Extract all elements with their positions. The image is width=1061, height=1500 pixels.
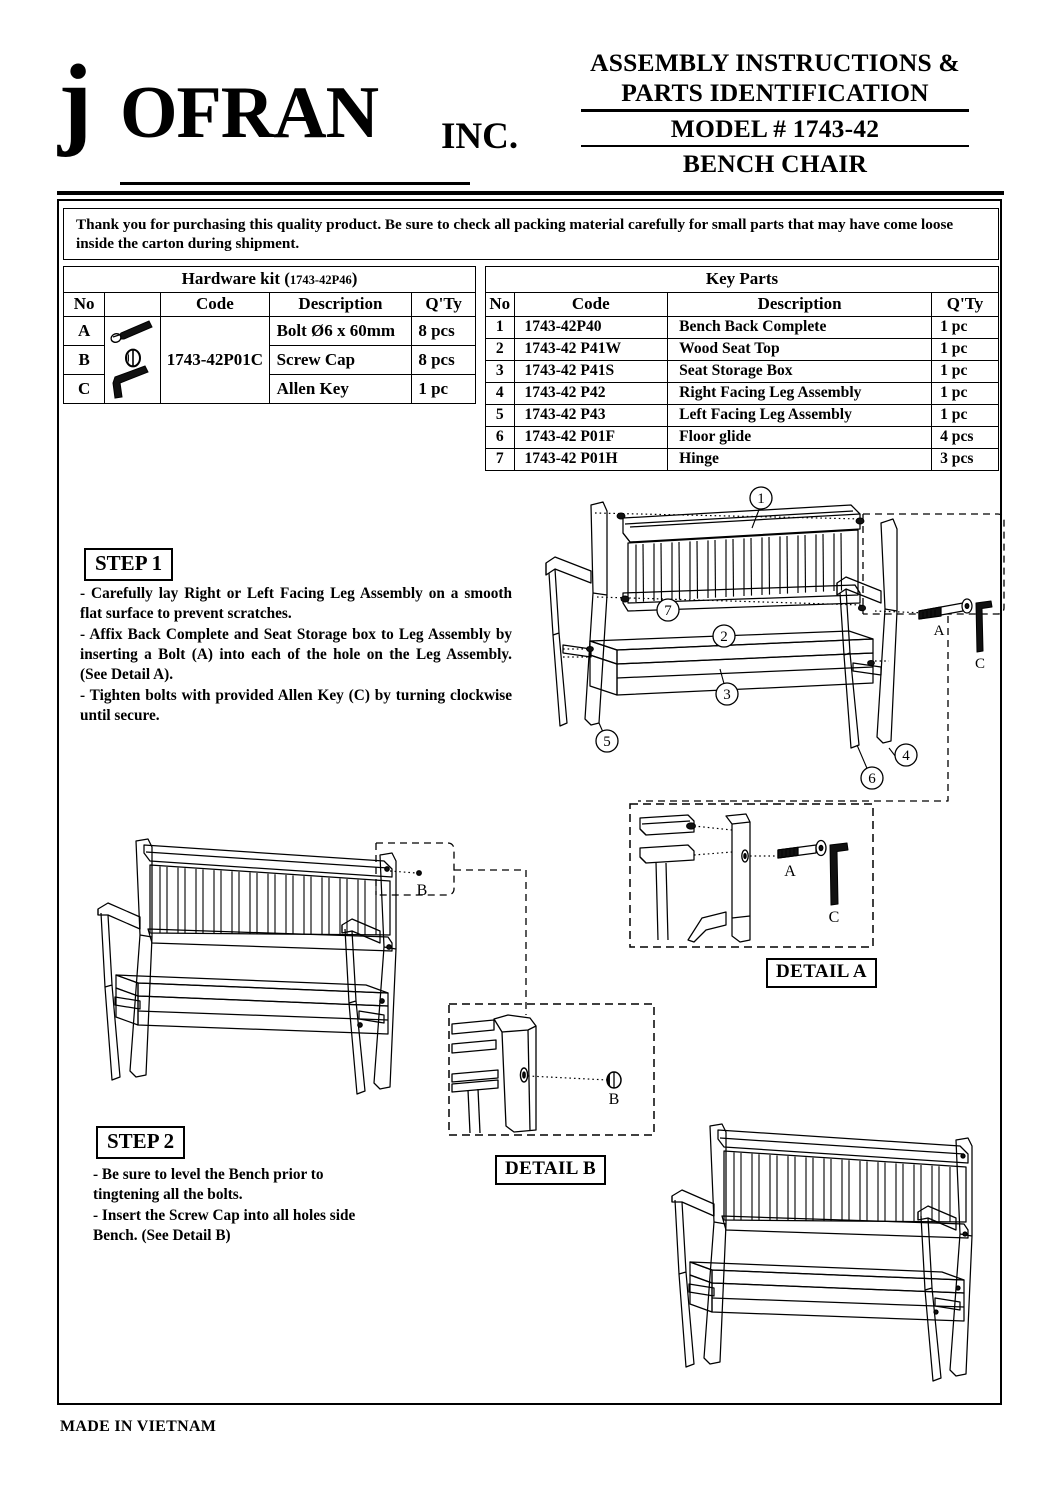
hardware-kit-header-row — [64, 292, 476, 316]
kp-code-7: 1743-42 P01H — [514, 448, 668, 470]
title-product: BENCH CHAIR — [682, 149, 868, 179]
hw-col-qty: Q'Ty — [412, 292, 476, 316]
screw-cap-callout-box — [376, 843, 526, 1015]
kp-code-6: 1743-42 P01F — [514, 426, 668, 448]
callout-2 — [713, 625, 735, 647]
screw-cap-icon — [126, 349, 140, 366]
kp-no-7: 7 — [486, 448, 515, 470]
notice-text: Thank you for purchasing this quality product. Be sure to check all packing material carefully for small parts that may have come loose inside the carton during shipment. — [76, 216, 954, 253]
jofran-logo — [58, 42, 528, 162]
kp-no-2: 2 — [486, 338, 515, 360]
hardware-kit-caption-code: 1743-42P46 — [289, 273, 352, 287]
kp-qty-1: 1 pc — [932, 316, 999, 338]
kp-no-6: 6 — [486, 426, 515, 448]
step-1-label: STEP 1 — [84, 548, 173, 581]
kp-col-no: No — [486, 292, 515, 316]
final-assembled-bench-diagram — [660, 1108, 1005, 1393]
svg-text:5: 5 — [603, 734, 611, 750]
hardware-row-a — [64, 316, 476, 345]
svg-text:7: 7 — [664, 603, 672, 619]
detail-a-leader — [638, 616, 948, 801]
key-parts-row-7 — [486, 448, 999, 470]
bolt-icon — [110, 321, 152, 344]
exploded-bench-diagram — [533, 483, 1038, 818]
svg-text:3: 3 — [723, 687, 731, 703]
logo-j-letter: j — [58, 44, 93, 158]
hw-col-no: No — [64, 292, 105, 316]
callout-4 — [895, 744, 917, 766]
kp-qty-2: 1 pc — [932, 338, 999, 360]
step-2-line-2: - Insert the Screw Cap into all holes side Bench. (See Detail B) — [93, 1206, 356, 1245]
step-1-instructions — [80, 584, 512, 726]
bolt-a-letter: A — [933, 623, 945, 639]
detail-a-allen-key — [830, 843, 848, 905]
hw-no-c: C — [64, 374, 105, 403]
hardware-kit-caption-close: ) — [351, 269, 358, 288]
key-parts-row-6 — [486, 426, 999, 448]
allen-key-c-graphic — [976, 601, 992, 652]
hardware-icons-cell — [105, 316, 161, 403]
footer-made-in: MADE IN VIETNAM — [60, 1418, 217, 1435]
kp-desc-3: Seat Storage Box — [668, 360, 932, 382]
detail-a-key-letter: C — [828, 909, 840, 926]
key-parts-row-5 — [486, 404, 999, 426]
hardware-kit-caption — [64, 267, 476, 293]
detail-b-cap-letter: B — [608, 1091, 620, 1108]
detail-a-bolt-letter: A — [784, 863, 796, 880]
kp-no-4: 4 — [486, 382, 515, 404]
logo-inc-suffix: INC. — [441, 116, 519, 157]
kp-col-qty: Q'Ty — [932, 292, 999, 316]
title-line-1: ASSEMBLY INSTRUCTIONS & — [590, 48, 960, 77]
hw-col-image — [105, 292, 161, 316]
kp-code-2: 1743-42 P41W — [514, 338, 668, 360]
svg-text:6: 6 — [868, 771, 876, 787]
step-1-line-2: - Affix Back Complete and Seat Storage box to Leg Assembly by inserting a Bolt (A) into each of the hole on the Leg Assembly. (See Detail A). — [80, 625, 512, 684]
kp-desc-7: Hinge — [668, 448, 932, 470]
notice-box — [63, 208, 999, 260]
kp-desc-2: Wood Seat Top — [668, 338, 932, 360]
kp-no-3: 3 — [486, 360, 515, 382]
detail-a-diagram — [628, 800, 878, 965]
detail-b-screw-cap — [607, 1072, 621, 1088]
hw-no-a: A — [64, 316, 105, 345]
title-line-2: PARTS IDENTIFICATION — [621, 78, 929, 108]
callout-1 — [750, 487, 772, 509]
key-parts-row-3 — [486, 360, 999, 382]
hw-desc-b: Screw Cap — [269, 345, 412, 374]
hardware-kit-caption-text: Hardware kit ( — [181, 269, 290, 288]
step2-screw-cap-letter: B — [416, 882, 428, 899]
kp-no-1: 1 — [486, 316, 515, 338]
header-divider — [57, 191, 1004, 195]
step-2-instructions — [93, 1165, 393, 1246]
kp-desc-4: Right Facing Leg Assembly — [668, 382, 932, 404]
hardware-kit-caption-row — [64, 267, 476, 293]
title-block — [540, 48, 1010, 179]
svg-text:1: 1 — [757, 491, 765, 507]
title-rule-2 — [581, 145, 969, 147]
callout-3 — [716, 683, 738, 705]
step-1-line-1: - Carefully lay Right or Left Facing Leg Assembly on a smooth flat surface to prevent scratches. — [80, 585, 512, 623]
allen-key-c-letter: C — [974, 656, 986, 672]
svg-text:2: 2 — [720, 629, 728, 645]
kp-code-4: 1743-42 P42 — [514, 382, 668, 404]
kp-desc-6: Floor glide — [668, 426, 932, 448]
callout-6 — [861, 767, 883, 789]
hardware-kit-code: 1743-42P01C — [161, 316, 269, 403]
key-parts-row-2 — [486, 338, 999, 360]
kp-qty-7: 3 pcs — [932, 448, 999, 470]
callout-5 — [596, 730, 618, 752]
allen-key-icon — [113, 366, 148, 398]
document-header — [0, 0, 1061, 185]
detail-a-label: DETAIL A — [766, 958, 877, 988]
kp-code-1: 1743-42P40 — [514, 316, 668, 338]
kp-qty-3: 1 pc — [932, 360, 999, 382]
key-parts-table — [485, 266, 999, 471]
callout-7 — [657, 599, 679, 621]
hw-qty-b: 8 pcs — [412, 345, 476, 374]
logo-wordmark: OFRAN — [120, 72, 379, 154]
hw-desc-a: Bolt Ø6 x 60mm — [269, 316, 412, 345]
step-2-label: STEP 2 — [96, 1126, 185, 1159]
hw-desc-c: Allen Key — [269, 374, 412, 403]
kp-code-5: 1743-42 P43 — [514, 404, 668, 426]
title-rule-1 — [581, 109, 969, 111]
key-parts-caption: Key Parts — [486, 267, 999, 293]
hw-no-b: B — [64, 345, 105, 374]
logo-underline — [120, 182, 470, 185]
hardware-icon-group — [105, 317, 165, 403]
kp-code-3: 1743-42 P41S — [514, 360, 668, 382]
assembled-bench-step2-diagram — [88, 825, 538, 1115]
kp-qty-5: 1 pc — [932, 404, 999, 426]
key-parts-row-4 — [486, 382, 999, 404]
kp-col-code: Code — [514, 292, 668, 316]
detail-a-bolt — [778, 841, 826, 859]
bolt-a-graphic — [919, 599, 972, 619]
kp-desc-1: Bench Back Complete — [668, 316, 932, 338]
kp-no-5: 5 — [486, 404, 515, 426]
svg-text:4: 4 — [902, 748, 910, 764]
detail-b-label: DETAIL B — [495, 1155, 606, 1185]
title-model: MODEL # 1743-42 — [670, 113, 880, 143]
key-parts-caption-row — [486, 267, 999, 293]
kp-desc-5: Left Facing Leg Assembly — [668, 404, 932, 426]
step-1-line-3: - Tighten bolts with provided Allen Key (C) by turning clockwise until secure. — [80, 686, 512, 725]
hardware-kit-table — [63, 266, 476, 404]
kp-col-description: Description — [668, 292, 932, 316]
key-parts-header-row — [486, 292, 999, 316]
hw-col-description: Description — [269, 292, 412, 316]
step-2-line-1: - Be sure to level the Bench prior to tingtening all the bolts. — [93, 1166, 324, 1204]
hw-qty-c: 1 pc — [412, 374, 476, 403]
hw-col-code: Code — [161, 292, 269, 316]
kp-qty-6: 4 pcs — [932, 426, 999, 448]
key-parts-row-1 — [486, 316, 999, 338]
kp-qty-4: 1 pc — [932, 382, 999, 404]
hw-qty-a: 8 pcs — [412, 316, 476, 345]
